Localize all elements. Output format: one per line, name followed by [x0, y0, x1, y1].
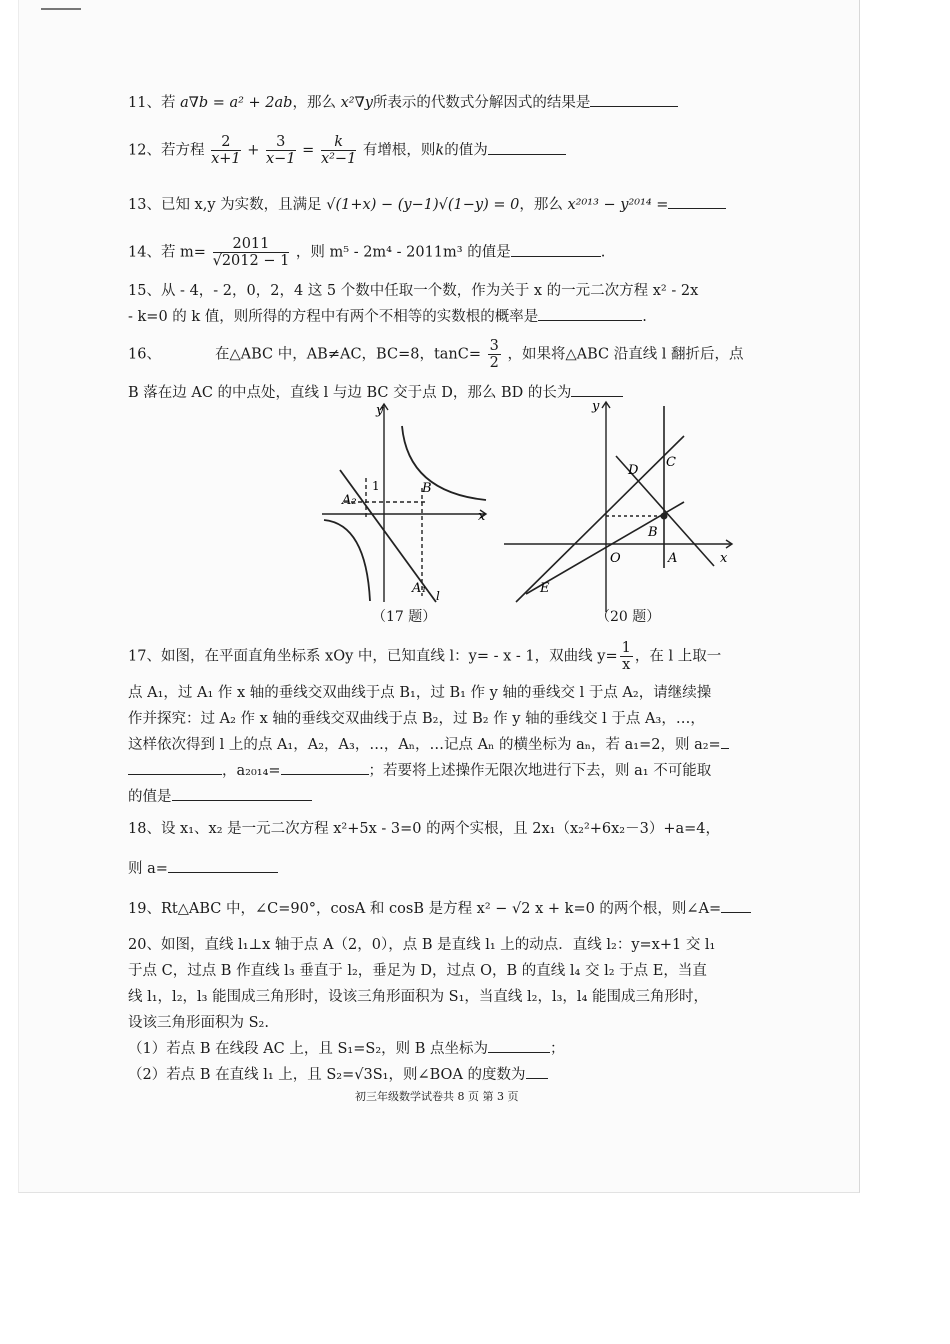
- figure-17: [318, 396, 498, 610]
- question-18: 18、设 x₁、x₂ 是一元二次方程 x²+5x - 3=0 的两个实根，且 2x₁（x₂²+6x₂－3）+a=4， 则 a=: [128, 821, 721, 877]
- label-o: O: [610, 551, 621, 566]
- figure-20: [500, 396, 740, 620]
- fraction: $\frac{1}{x}$: [621, 640, 631, 673]
- answer-blank[interactable]: [488, 1038, 550, 1053]
- hyperbola-branch-upper: [402, 426, 486, 500]
- answer-blank[interactable]: [526, 1064, 548, 1079]
- label-y: y: [592, 399, 600, 414]
- label-e: E: [540, 581, 550, 596]
- figure-17-graph: [318, 396, 498, 606]
- answer-blank[interactable]: [128, 760, 222, 775]
- question-16-line2: B 落在边 AC 的中点处，直线 l 与边 BC 交于点 D，那么 BD 的长为: [128, 380, 623, 406]
- question-16: 16、 在△ABC 中，AB≠AC，BC=8，tanC= $\frac{3}{2}$ ，如果将△ABC 沿直线 l 翻折后，点: [128, 338, 744, 371]
- question-20: 20、如图，直线 l₁⊥x 轴于点 A（2，0），点 B 是直线 l₁ 上的动点．直线 l₂：y=x+1 交 l₁ 于点 C，过点 B 作直线 l₃ 垂直于 l₂，垂足为 D，过点 O，B 的直线 l₄ 交 l₂ 于点 E，当直 线 l₁，l₂，l₃ 能围成三角形时，设该三角形面积为 S₁，当直线 l₂，l₃，l₄ 能围成三角形时， 设该三角形面积为 S₂. （1）若点 B 在线段 AC 上，且 S₁=S₂，则 B 点坐标为 ； （2）若点 B 在直线 l₁ 上，且 S₂=√3S₁，则∠BOA 的度数为: [128, 937, 716, 1083]
- fraction: $\frac{2}{x+1}$: [211, 134, 241, 167]
- answer-blank[interactable]: [511, 242, 601, 257]
- answer-blank[interactable]: [172, 786, 312, 801]
- label-l: l: [436, 589, 440, 603]
- question-12: 12、若方程 $\frac{2}{x+1}$ + $\frac{3}{x-1}$ = $\frac{k}{\text{x²−1}}$ 有增根，则k的值为: [128, 134, 566, 167]
- answer-blank[interactable]: [721, 734, 729, 749]
- label-b: B: [648, 525, 658, 540]
- label-a1: A₁: [412, 581, 427, 596]
- question-13: 13、已知 x,y 为实数，且满足 √(1+x) − (y−1)√(1−y) = 0，那么 x²⁰¹³ − y²⁰¹⁴ =: [128, 192, 726, 218]
- label-x: x: [478, 509, 486, 524]
- label-c: C: [666, 455, 676, 470]
- question-14: 14、若 m= $\frac{2011}{√2012 - 1}$ ，则 m⁵ - 2m⁴ - 2011m³ 的值是 .: [128, 236, 606, 269]
- label-b: B: [422, 481, 432, 496]
- question-11: 11、若 a∇b = a² + 2ab，那么 x²∇y所表示的代数式分解因式的结果是: [128, 90, 678, 116]
- line-l2: [516, 436, 684, 602]
- answer-blank[interactable]: [571, 382, 623, 397]
- answer-blank[interactable]: [281, 760, 369, 775]
- label-y: y: [376, 403, 384, 418]
- question-19: 19、Rt△ABC 中，∠C=90°，cosA 和 cosB 是方程 x² − √2 x + k=0 的两个根，则∠A=: [128, 896, 751, 922]
- answer-blank[interactable]: [590, 92, 678, 107]
- label-x: x: [720, 551, 728, 566]
- answer-blank[interactable]: [168, 858, 278, 873]
- question-15: 15、从 - 4，- 2，0，2，4 这 5 个数中任取一个数，作为关于 x 的一元二次方程 x² - 2x - k=0 的 k 值，则所得的方程中有两个不相等的实数根的概率是 .: [128, 283, 699, 325]
- figure-20-graph: [500, 396, 740, 616]
- scan-mark: [41, 8, 81, 10]
- page-footer: 初三年级数学试卷共 8 页 第 3 页: [355, 1090, 519, 1103]
- answer-blank[interactable]: [721, 898, 751, 913]
- fraction: $\frac{k}{\text{x²−1}}$: [320, 134, 357, 167]
- label-a: A: [668, 551, 678, 566]
- answer-blank[interactable]: [538, 306, 642, 321]
- answer-blank[interactable]: [488, 140, 566, 155]
- figure-20-caption: （20 题）: [596, 609, 661, 625]
- fraction: $\frac{3}{x-1}$: [266, 134, 296, 167]
- question-17: 17、如图，在平面直角坐标系 xOy 中，已知直线 l：y= - x - 1，双曲线 y= $\frac{1}{x}$ ，在 l 上取一: [128, 640, 722, 673]
- answer-blank[interactable]: [668, 194, 726, 209]
- fraction: $\frac{3}{2}$: [489, 338, 499, 371]
- point-b: [661, 513, 668, 520]
- fraction: $\frac{2011}{√2012 - 1}$: [212, 236, 290, 269]
- label-a2: A₂: [342, 493, 357, 508]
- label-d: D: [628, 463, 639, 478]
- label-one: 1: [372, 479, 380, 493]
- figure-17-caption: （17 题）: [372, 609, 437, 625]
- question-17-body: 点 A₁，过 A₁ 作 x 轴的垂线交双曲线于点 B₁，过 B₁ 作 y 轴的垂线交 l 于点 A₂，请继续操 作并探究：过 A₂ 作 x 轴的垂线交双曲线于点 B₂，过 B₂ 作 y 轴的垂线交 l 于点 A₃，…， 这样依次得到 l 上的点 A₁，A₂，A₃，…，Aₙ，…记点 Aₙ 的横坐标为 aₙ，若 a₁=2，则 a₂= ，a₂₀₁₄= ；若要将上述操作无限次地进行下去，则 a₁ 不可能取 的值是: [128, 680, 729, 810]
- hyperbola-branch-lower: [324, 520, 370, 601]
